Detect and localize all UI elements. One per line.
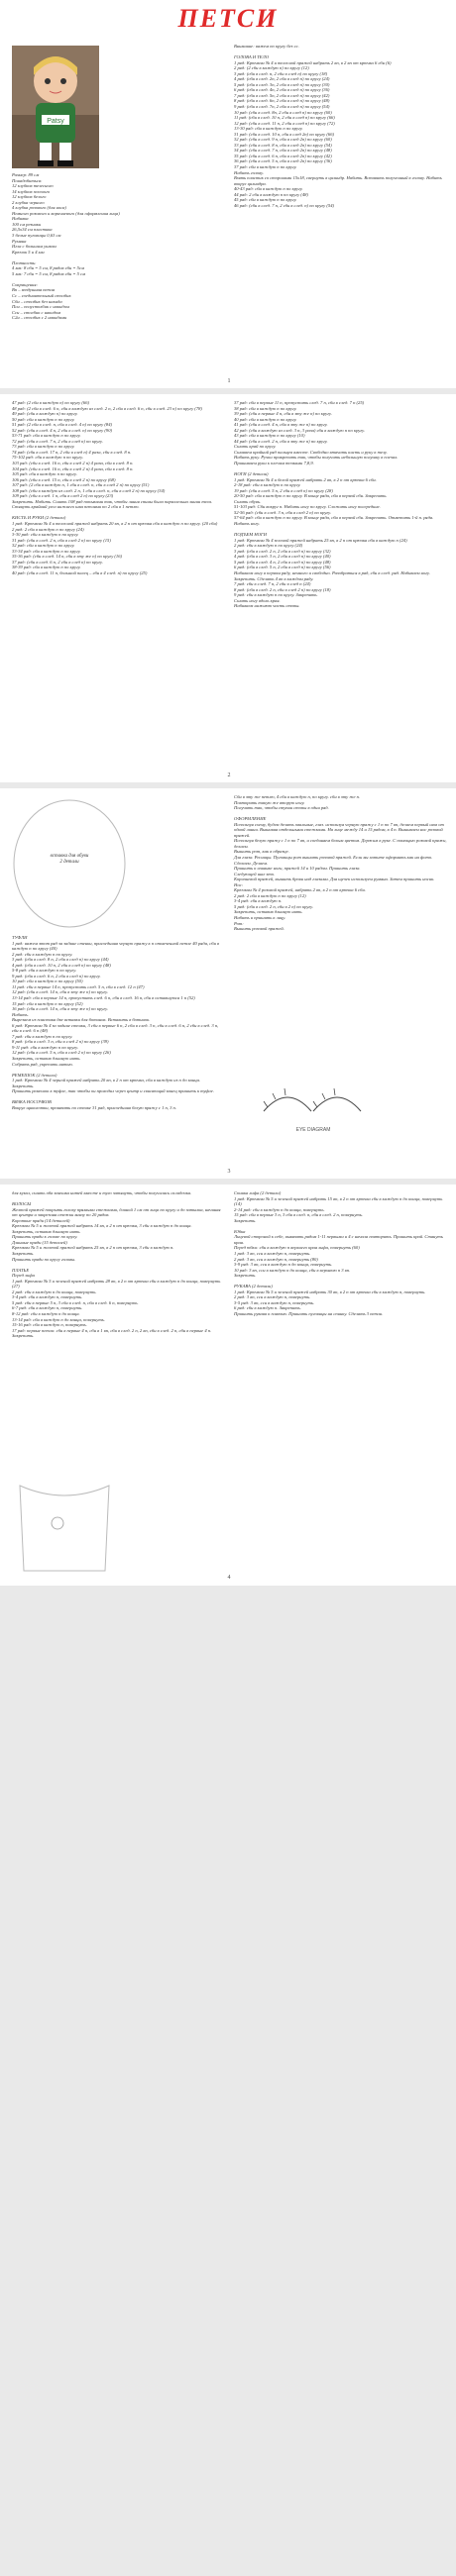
- page-title: ПЕТСИ: [177, 4, 279, 33]
- eye-diagram: [258, 1076, 367, 1145]
- finishing-column: Сбн в эту же петлю, 4 сбн в каждую п, по кругу. сбн в эту же п. Повторить такую же вторую ногу. Получить так, чтобы ступни стопы в один ряд. ОФОРМЛЕНИЕ Используя схему, будем делать овальные, глаз. используя черную пряжу с 1 п по 7 вп, делаем первый шов от одной линии. Вышивая отдельными стежками. На лице между 14 и 15 рядом, в 4 п. Вышиваем нос розовой пряжей. Используя белую пряжу с 1 п по 7 вп, и соединяем белым цветом. Держим в руке. С помощью розовой пряжи, делаем. Вышить рот, как в образце. Для глаза. Ресницы. Пуговицы рот вышить розовой пряжей. Если вы хотите оформить как на фото. Сделаем. Делаем. Пришить к изнанке ноги, пряжей 14 и 10 рядом. Пришить глаза. Следующей шаг это. Коричневой пряжей, вышить брови над глазами. Для щечек используем румяна. Затем пришить носик. Нос: Крючком № 4 розовой пряжей, набрать 2 вп, в 2 п от крючка 6 сбн. 2 ряд: 2 сбн в каждую п по кругу (12) 3-4 ряд: сбн в каждую п. 5 ряд: (сбн в след. 2 п, сбн в 2 п) по кругу. Закрепить, оставив длинную нить. Набить и пришить к лицу. Рот: Вышить розовой пряжей.: [234, 794, 447, 932]
- body-arms-column: 47 ряд: (2 сбн в каждую п) по кругу (66) 48 ряд: (2 сбн в след. 6 п, сбн в каждую из след. 2 п, 2 сбн в след. 6 п, сбн в след. 23 п) по кругу (78) 49 ряд: (сбн в каждую п) по кругу. 50 ряд: сбн в каждую п по кругу. 51 ряд: (2 сбн в след. п, сбн в след. 4 п) по кругу (84) 52 ряд: (сбн в след. 4 п, 2 сбн в след. п) по кругу (90) 53-71 ряд: сбн в каждую п по кругу. 72 ряд: (сбн в след. 7 п, 2 сбн в след п) по кругу. 73 ряд: сбн в каждую п по кругу. 74 ряд: (сбн в след. 17 п, 2 сбн в след п) 4 раза, сбн в след. 8 п. 75-102 ряд: сбн в каждую п по кругу. 103 ряд: (сбн в след. 16 п, сбн в след 2 п) 4 раза, сбн в след. 8 п. 104 ряд: (сбн в след. 16 п, сбн в след 2 п) 4 раза, сбн в след. 8 п. 105 ряд: сбн в каждую п по кругу. 106 ряд: (сбн в след. 15 п, сбн в след 2 п) по кругу (68) 107 ряд: (2 сбн в каждую п, 1 сбн в след. п, сбн в след 2 п) по кругу (51) 108 ряд: (сбн в каждую из след. 2 п, 1 сбн в след. п, сбн в след 2 п) по кругу (34) 109 ряд: (сбн в след. 1 п, сбн в след 2 п) по кругу (23) Закрепить. Набить. Сшить 108 ряд попыками так, чтобы линия спины была параллельна линии тела. Стянуть крайний угол нижнего шва петлями по 2 сбн в 1 петлю. КИСТЬ И РУКИ (2 детали) 1 ряд: Крючком № 4 и телесной пряжей набрать 20 вп, в 2 п от крючка сбн в каждую п по кругу. (20 сбн) 2 ряд: 2 сбн в каждую п по кругу (24) 3-30 ряд: сбн в каждую п по кругу. 31 ряд: (сбн в след. 2 п, сбн в след 2 п) по кругу (15) 32 ряд: сбн в каждую п по кругу. 33-34 ряд: сбн в каждую п по кругу. 35-36 ряд: (сбн в след. 14 п, сбн в эту же п) по кругу (16) 37 ряд: (сбн в след. 6 п, 2 сбн в след п) по кругу. 38-39 ряд: сбн в каждую п по кругу. 40 ряд: (сбн в след. 11 п, большой палец – сбн в 4 след. п) по кругу (25): [12, 400, 218, 575]
- head-body-column: Внимание: вяжем по кругу без сс. ГОЛОВА И ТЕЛО 1 ряд: Крючком № 4 и телесной пряжей набрать 2 вп, в 2 вп от крючка 6 сбн (6) 2 ряд: (2 сбн в каждую п) по кругу (12) 3 ряд: (сбн в след. п, 2 сбн в след п) по кругу (18) 4 ряд: (сбн в след. 2п, 2 сбн в след п) по кругу (24) 5 ряд: (сбн в след. 3п, 2 сбн в след п) по кругу (30) 6 ряд: (сбн в след. 4п, 2 сбн в след п) по кругу (36) 7 ряд: (сбн в след. 5п, 2 сбн в след п) по кругу (42) 8 ряд: (сбн в след. 6п, 2 сбн в след п) по кругу (48) 9 ряд: (сбн в след. 7п, 2 сбн в след п) по кругу (54) 10 ряд: (сбн в след. 8п, 2 сбн в след п) по кругу (60) 11 ряд: (сбн в след. 10 п, 2 сбн в след п) по кругу (66) 12 ряд: (сбн в след. 11 п, 2 сбн в след п) по кругу (72) 13-30 ряд: сбн в каждую п по кругу. 31 ряд: (сбн в след. 10 п, сбн в след 2п) по кругу (66) 32 ряд: (сбн в след. 9 п, сбн в след 2п) по кругу (60) 33 ряд: (сбн в след. 8 п, сбн в след 2п) по кругу (54) 34 ряд: (сбн в след. 7 п, сбн в след 2п) по кругу (48) 35 ряд: (сбн в след. 6 п, сбн в след 2п) по кругу (42) 36 ряд: (сбн в след. 5 п, сбн в след 2п) по кругу (36) 37 ряд: сбн в каждую п по кругу. Набить голову. Взять пластик со сторонами 15х18, свернуть в цилиндр. Набить. Вставить полученный в голову. Набить вокруг цилиндра. 40-43 ряд: сбн в каждую п по кругу. 44 ряд: 2 сбн в каждую п по кругу (48) 45 ряд: сбн в каждую п по кругу. 46 ряд: (сбн в след. 7 п, 2 сбн в след. п) по кругу (54): [234, 44, 442, 208]
- dress-pattern-diagram: [10, 1476, 119, 1575]
- page-2: [0, 394, 456, 782]
- eye-diagram-label: EYE DIAGRAM: [295, 1127, 331, 1133]
- doll-photo: [12, 46, 99, 168]
- dress-sleeves-column: Спинка лифа (2 детали) 1 ряд: Крючком № 5 и зеленой пряжей набрать 15 вп, в 2 п от крючка сбн в каждую п до конца, повернуть (14) 2-14 ряд: сбн в каждую п до конца, повернуть. 15 ряд: сбн в первые 3 п, 3 сбн в след. п, сбн в след. 2 п, повернуть. Закрепить. Юбка Лицевой стороной к себе, вывязать рядом 1-11 первыми и 4 с начала повторить. Пришить край. Стянуть края. Перед юбки: сбн в каждую п верхнего края лифа, повернуть (60) 1 ряд: 3 вп, ссн в каждую п, повернуть. 2 ряд: 3 вп, ссн в каждую п, повернуть (80) 3-9 ряд: 3 вп, ссн в каждую п до конца, повернуть. 10 ряд: 3 вп, ссн в каждую п до конца, сбн в верхнюю п 3 вп. Закрепить. РУКАВА (2 детали) 1 ряд: Крючком № 5 и зеленой пряжей набрать 30 вп, в 2 п от крючка сбн в каждую п, повернуть. 2 ряд: 3 вп, ссн в каждую п, повернуть. 3-5 ряд: 3 вп, ссн в каждую п, повернуть. 6 ряд: сбн в каждую п. Закрепить. Пришить рукава к платью. Пришить пуговицы на спинку. Сделать 3 петли.: [234, 1190, 443, 1317]
- page-1: [0, 0, 456, 388]
- page-3: [0, 788, 456, 1179]
- legs-column: 37 ряд: сбн в первые 11 п, пропустить след. 7 п, сбн в след. 7 п (25) 38 ряд: сбн в каждую п по кругу. 39 ряд: (сбн в первые 4 п, сбн в эту же п) по кругу. 40 ряд: сбн в каждую п по кругу. 41 ряд: (сбн в след. 4 п, сбн в эту же п) по кругу. 42 ряд: (сбн в каждую из след. 3 п, 3 раза) сбн в каждую п по кругу. 43 ряд: сбн в каждую п по кругу (10) 44 ряд: (сбн в след. 2 п, сбн в эту же п) по кругу. Сшить край по кругу. Сшиваем крайний ряд пальцев вместе. Свободно втачать кисть и руку к телу. Набить руку. Ручки прикрепить так, чтобы получить небольшую полушку в плечах. Пришиваем руки к плечам точками 7,8,9. НОГИ (2 детали) 1 ряд: Крючком № 4 и белой пряжей набрать 2 вп, в 2 п от крючка 6 сбн. 2-18 ряд: сбн в каждую п по кругу. 19 ряд: (сбн в след. 5 п, 2 сбн в след п) по кругу (28) 20-50 ряд: сбн в каждую п по кругу. В конце ряда, сбн в первой сбн. Закрепить. Сшить обувь. 51-103 ряд: Сбн вокруг п. Набить ногу по кругу. Сложить ногу посередине. 52-56 ряд: (сбн в след. 3 п, сбн в след 2 п) по кругу. 57-64 ряд: сбн в каждую п по кругу. В конце ряда, сбн в первой сбн. Закрепить. Отметить 1-й п. ряда. Набить ногу. ПОДЪЕМ НОГИ 1 ряд: Крючком № 4 зеленой пряжей набрать 25 вп, в 2 п от крючка сбн в каждую п (24) 2 ряд: сбн в каждую п по кругу (24) 3 ряд: (сбн в след. 2 п, 2 сбн в след п) по кругу (32) 4 ряд: (сбн в след. 3 п, 2 сбн в след п) по кругу (40) 5 ряд: (сбн в след. 4 п, 2 сбн в след п) по кругу (48) 6 ряд: (сбн в след. 5 п, 2 сбн в след п) по кругу (56) Набиваем ногу в первом ряду, немного и свободно. Разобраться в ряд, сбн в след. ряд. Набиваем ногу. Закрепить. Сделать 4 вп в каждом ряду. 7 ряд: сбн в след. 7 п, 2 сбн в след п (24) 8 ряд: (сбн в след. 2 п, сбн в след 2 п) по кругу (18) 9 ряд: сбн в каждую п по кругу. Закрепить. Сшить ногу вдоль края. Набиваем нижнюю часть стопы.: [234, 400, 434, 609]
- materials-column: Размер: 89 см Понадобиться: 12 клубков телесного 14 клубков зеленого 12 клубков белого 2 клубка черного 4 клубка розового (для носа) Немного розового и коричневого (для оформления лица) Набивка 100 см резинки 26,5х34 см пластика 3 белые пуговицы 0,63 см Румяна Игла с большим ушком Крючок 5 и 4 мм Плотность: 4 мм: 8 сбн = 5 см, 8 рядов сбн = 5см 5 мм: 7 сбн = 5 см, 8 рядов сбн = 5 см Сокращения: Вп – воздушная петля Сс – соединительный столбик Сбн – столбик без накида Псн – полустолбик с накидом Ссн – столбик с накидом С2н – столбик с 2 накидами: [12, 172, 120, 321]
- hair-dress-column: для кукол, сшить оба кончика нитей вместе и туго затянуть, чтобы получилась складочка. ВОЛОСЫ Желтой пряжей покрыть голову прямыми стежками, длиной 1 см от лица по кругу и до затылка, начиная от центра и закрепляя стежки внизу по 20 рядов. Короткие пряди (14 деталей) Крючком № 5 и желтой пряжей набрать 14 вп, в 2 п от крючка, 3 сбн в каждую п до конца. Закрепить, оставив длинную нить. Пришить пряди к голове по кругу. Длинные пряди (15 деталей) Крючком № 5 и желтой пряжей набрать 25 вп, в 2 п от крючка, 3 сбн в каждую п. Закрепить. Пришить пряди по кругу головы. ПЛАТЬЕ Перед лифа 1 ряд: Крючком № 5 и зеленой пряжей набрать 28 вп, в 2 п от крючка сбн в каждую п до конца, повернуть (27) 2 ряд: сбн в каждую п до конца, повернуть. 3-4 ряд: сбн в каждую п, повернуть. 5 ряд: сбн в первые 5 п, 3 сбн в след. п, сбн в след. 6 п, повернуть. 6-7 ряд: сбн в каждую п, повернуть. 8-12 ряд: сбн в каждую п до конца. 13-14 ряд: сбн в каждую п до конца, повернуть. 15-16 ряд: сбн в каждую п, повернуть. 17 ряд: первые петли: сбн в первые 4 п, сбн в 1 вп, сбн в след. 2 п, 2 вп, сбн в след. 2 п, сбн в первые 4 п. Закрепить.: [12, 1190, 221, 1339]
- page-number: 4: [227, 1575, 231, 1581]
- template-label: вставка для обуви 2 детали: [50, 854, 89, 865]
- page-number: 3: [227, 1169, 231, 1175]
- page-4: [0, 1185, 456, 1586]
- shoes-column: ТУФЛИ 1 ряд: вяжем этот ряд за задние стенки, присоединив черную пряжу к п отмеченной петле 40 ряда, сбн в каждую п по кругу (40) 2 ряд: сбн в каждую п по кругу. 3 ряд: (сбн в след. 8 п, 2 сбн в след п) по кругу (44) 4 ряд: (сбн в след. 10 п, 2 сбн в след п) по кругу (48) 5-8 ряд: сбн в каждую п по кругу. 9 ряд: (сбн в след. 6 п, 2 сбн в след п) по кругу. 10 ряд: сбн в каждую п по кругу (50) 11 ряд: сбн в первые 14 п, пропустить след. 5 п, сбн в след. 12 п (47) 12 ряд: (сбн в след. 14 п, сбн в эту же п) по кругу. 13-14 ряд: сбн в первые 14 п, пропустить след. 6 п, сбн в след. 16 п, сбн в оставшуюся 1 п (52) 15 ряд: сбн в каждую п по кругу (52) 16 ряд: (сбн в след. 14 п, сбн в эту же п) по кругу. Набить. Вырезаем из пластика две вставки для ботинок. Вставить в ботинок. 6 ряд: Крючком № 4 за задние стенки, 3 сбн в первые 6 п, 2 сбн в след. 3 п, сбн в след. 6 п, 2 сбн в след. 3 п, сбн в след. 6 п (48) 7 ряд: сбн в каждую п по кругу. 8 ряд: (сбн в след. 3 п, сбн в след 2 п) по кругу (39) 9-11 ряд: сбн в каждую п по кругу. 12 ряд: (сбн в след. 5 п, сбн в след 2 п) по кругу (26) Закрепить, оставив длинную нить. Собрать ряд, укрепить нитью. РЕМЕШОК (2 детали) 1 ряд: Крючком № 4 черной пряжей набрать 20 вп, в 2 п от крючка, сбн в каждую из п до конца. Закрепить. Пришить ремешок к туфле, так чтобы он проходил через центр и свисающий конец пришить к туфле. ВЯЗКА НОСОЧКОВ Вокруг щиколотки, провязать по стенке 31 ряд, присоединив белую пряжу с 1 п, 3 п.: [12, 935, 219, 1110]
- photo-caption: Patsy: [47, 118, 64, 125]
- shoe-insert-template: [10, 796, 129, 931]
- page-number: 2: [227, 773, 231, 778]
- page-number: 1: [227, 378, 231, 384]
